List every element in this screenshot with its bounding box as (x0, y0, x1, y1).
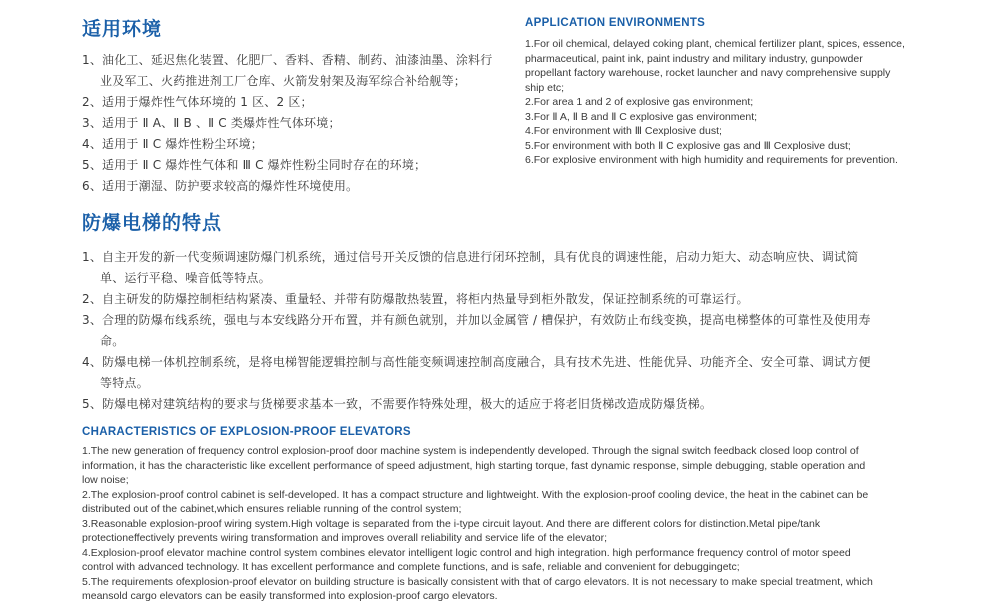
app-env-item-en: 2.For area 1 and 2 of explosive gas environment; (525, 96, 754, 108)
feature-item-cn: 4、防爆电梯一体机控制系统，是将电梯智能逻辑控制与高性能变频调速控制高度融合，具有技术先进、性能优异、功能齐全、安全可靠、调试方便等特点。 (82, 355, 871, 390)
app-env-item-cn: 4、适用于 Ⅱ C 爆炸性粉尘环境； (82, 137, 263, 151)
feature-item-en: 2.The explosion-proof control cabinet is self-developed. It has a compact structure and lightweight. With the explosion-proof cooling device, the heat in the cabinet can be distributed out of the cabinet,which ensures reliable running of the control system; (82, 488, 869, 515)
app-env-item-en: 3.For Ⅱ A, Ⅱ B and Ⅱ C explosive gas environment; (525, 110, 758, 123)
app-env-item-cn: 6、适用于潮湿、防护要求较高的爆炸性环境使用。 (82, 179, 359, 193)
app-env-title-cn: 适用环境 (82, 18, 163, 40)
feature-item-en: 5.The requirements ofexplosion-proof elevator on building structure is basically consistent with that of cargo elevators. It is not necessary to make special treatment, which meansold cargo elevators can be easily transformed into explosion-proof cargo elevators. (82, 575, 873, 602)
feature-item-cn: 5、防爆电梯对建筑结构的要求与货梯要求基本一致，不需要作特殊处理，极大的适应于将老旧货梯改造成防爆货梯。 (82, 397, 713, 411)
app-env-item-en: 5.For environment with both Ⅱ C explosive gas and Ⅲ Cexplosive dust; (525, 139, 851, 152)
app-env-list-cn (82, 50, 502, 197)
app-env-item-en: 4.For environment with Ⅲ Cexplosive dust; (525, 125, 722, 137)
features-title-cn: 防爆电梯的特点 (82, 212, 223, 234)
app-env-item-cn: 3、适用于 Ⅱ A、Ⅱ B 、Ⅱ C 类爆炸性气体环境； (82, 116, 341, 130)
feature-item-en: 1.The new generation of frequency control explosion-proof door machine system is independently developed. Through the signal switch feedback closed loop control of information, it has the characteristic like excellent performance of speed adjustment, high starting torque, fast dynamic response, simple debugging, stable operation and low noise; (82, 445, 866, 486)
app-env-list-en (525, 37, 907, 168)
features-list-en (82, 444, 882, 604)
features-list-cn (82, 247, 882, 415)
app-env-item-cn: 2、适用于爆炸性气体环境的 1 区、2 区； (82, 95, 313, 109)
feature-item-cn: 2、自主研发的防爆控制柜结构紧凑、重量轻、并带有防爆散热装置，将柜内热量导到柜外散发，保证控制系统的可靠运行。 (82, 292, 749, 306)
app-env-item-cn: 1、油化工、延迟焦化装置、化肥厂、香料、香精、制药、油漆油墨、涂料行业及军工、火药推进剂工厂仓库、火箭发射架及海军综合补给舰等； (82, 53, 493, 88)
feature-item-cn: 1、自主开发的新一代变频调速防爆门机系统，通过信号开关反馈的信息进行闭环控制，具有优良的调速性能，启动力矩大、动态响应快、调试简单、运行平稳、噪音低等特点。 (82, 250, 859, 285)
app-env-item-en: 1.For oil chemical, delayed coking plant, chemical fertilizer plant, spices, essence, pharmaceutical, paint ink, paint industry and military industry, gunpowder propellant factory warehouse, rocket launcher and navy comprehensive supply ship etc; (525, 38, 905, 94)
feature-item-en: 3.Reasonable explosion-proof wiring system.High voltage is separated from the i-type circuit layout. And there are different colors for distinction.Metal pipe/tank protectioneffectively prevents wiring transformation and improves overall reliability and service life of the elevator; (82, 517, 821, 544)
feature-item-en: 4.Explosion-proof elevator machine control system combines elevator intelligent logic control and high integration. high performance frequency control of motor speed control with advanced technology. It has excellent performance and complete functions, and is safe, reliable and convenient for debuggingetc; (82, 546, 851, 573)
feature-item-cn: 3、合理的防爆布线系统，强电与本安线路分开布置，并有颜色就别，并加以金属管 / 槽保护，有效防止布线变换，提高电梯整体的可靠性及使用寿命。 (82, 313, 871, 348)
app-env-title-en: APPLICATION ENVIRONMENTS (525, 17, 706, 29)
app-env-item-en: 6.For explosive environment with high humidity and requirements for prevention. (525, 154, 898, 166)
app-env-item-cn: 5、适用于 Ⅱ C 爆炸性气体和 Ⅲ C 爆炸性粉尘同时存在的环境； (82, 158, 427, 172)
features-title-en: CHARACTERISTICS OF EXPLOSION-PROOF ELEVATORS (82, 426, 411, 438)
